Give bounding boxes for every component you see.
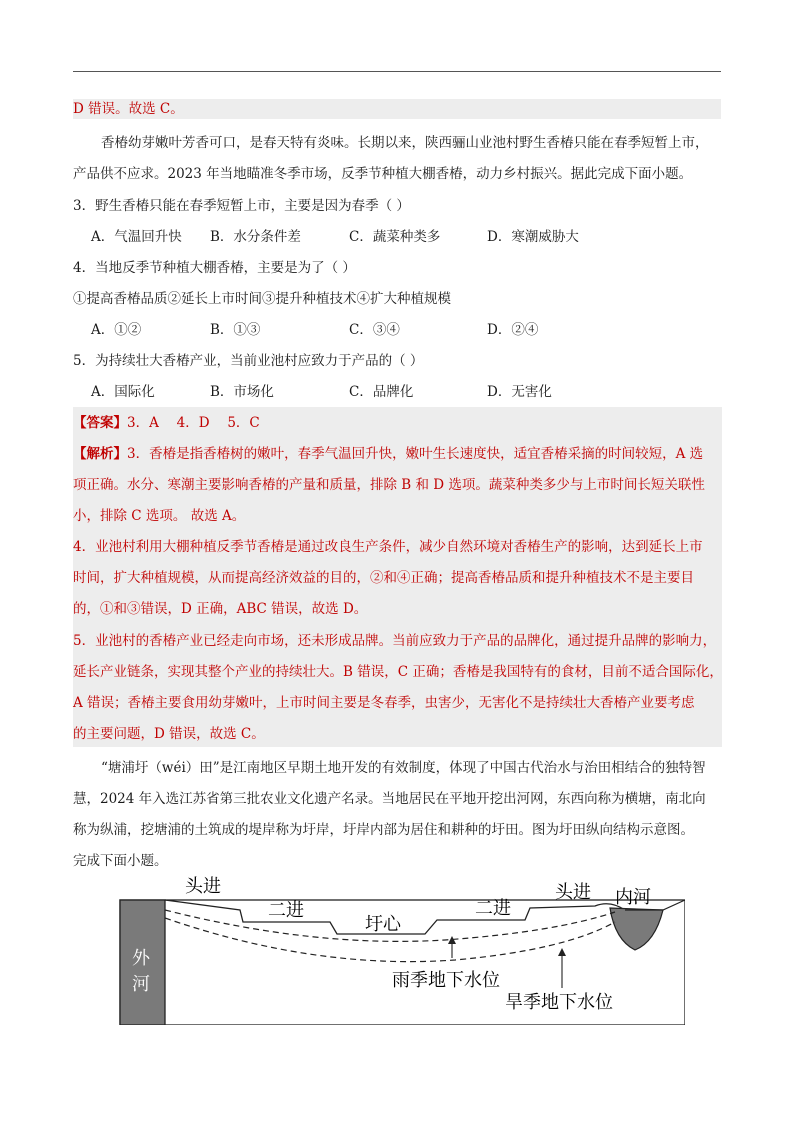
- label-head-right: 头进: [555, 882, 591, 902]
- analysis-line-1: 【解析】3．香椿是指香椿树的嫩叶，春季气温回升快，嫩叶生长速度快，适宜香椿采摘的时间较短，A 选: [73, 446, 704, 462]
- q3-option-d: D．寒潮威胁大: [487, 229, 579, 245]
- label-outer-river-1: 外: [132, 948, 150, 968]
- material2-line2: 慧，2024 年入选江苏省第三批农业文化遗产名录。当地居民在平地开挖出河网，东西向称为横塘，南北向: [73, 791, 706, 807]
- analysis-line-2: 项正确。水分、寒潮主要影响香椿的产量和质量，排除 B 和 D 选项。蔬菜种类多少与上市时间长短关联性: [73, 477, 705, 493]
- label-second-left: 二进: [268, 900, 304, 920]
- q4-option-c: C．③④: [349, 322, 400, 338]
- analysis-line-7: 5．业池村的香椿产业已经走向市场，还未形成品牌。当前应致力于产品的品牌化，通过提升品牌的影响力，: [73, 633, 717, 649]
- question-3-stem: 3．野生香椿只能在春季短暂上市，主要是因为春季（ ）: [73, 198, 410, 214]
- analysis-line-8: 延长产业链条，实现其整个产业的持续壮大。B 错误，C 正确；香椿是我国特有的食材，目前不适合国际化，: [73, 664, 723, 680]
- q5-option-b: B．市场化: [210, 384, 274, 400]
- analysis-label: 【解析】: [73, 446, 127, 462]
- weitian-structure-diagram: [115, 870, 685, 1025]
- analysis-line-6: 的，①和③错误，D 正确，ABC 错误，故选 D。: [73, 601, 368, 617]
- analysis-line-4: 4．业池村利用大棚种植反季节香椿是通过改良生产条件，减少自然环境对香椿生产的影响，达到延长上市: [73, 539, 703, 555]
- label-head-left: 头进: [185, 876, 221, 896]
- q5-option-a: A．国际化: [91, 384, 155, 400]
- answer-line: [73, 413, 721, 433]
- question-5-stem: 5．为持续壮大香椿产业，当前业池村应致力于产品的（ ）: [73, 353, 424, 369]
- q4-option-b: B．①③: [210, 322, 261, 338]
- analysis-line-9: A 错误；香椿主要食用幼芽嫩叶，上市时间主要是冬春季，虫害少，无害化不是持续壮大香椿产业要考虑: [73, 695, 695, 711]
- label-dry-water-table: 旱季地下水位: [505, 992, 613, 1012]
- material2-line1: “塘浦圩（wéi）田”是江南地区早期土地开发的有效制度，体现了中国古代治水与治田相结合的独特智: [101, 760, 706, 776]
- label-inner-river: 内河: [615, 887, 651, 907]
- inner-river-water: [610, 908, 663, 950]
- answer-text: 3．A 4．D 5．C: [127, 415, 260, 431]
- rain-arrow-head: [448, 936, 456, 944]
- label-outer-river-2: 河: [132, 974, 150, 994]
- q4-option-a: A．①②: [91, 322, 142, 338]
- material1-line2: 产品供不应求。2023 年当地瞄准冬季市场，反季节种植大棚香椿，动力乡村振兴。据此完成下面小题。: [73, 166, 693, 182]
- analysis-line-10: 的主要问题，D 错误，故选 C。: [73, 726, 265, 742]
- material2-line4: 完成下面小题。: [73, 853, 168, 869]
- answer-label: 【答案】: [73, 415, 127, 431]
- q4-option-d: D．②④: [487, 322, 539, 338]
- top-fragment: D 错误。故选 C。: [73, 99, 721, 119]
- label-rain-water-table: 雨季地下水位: [392, 970, 500, 990]
- q3-option-c: C．蔬菜种类多: [349, 229, 441, 245]
- analysis-line-3: 小，排除 C 选项。 故选 A。: [73, 508, 246, 524]
- question-4-sub: ①提高香椿品质②延长上市时间③提升种植技术④扩大种植规模: [73, 291, 451, 307]
- header-rule: [73, 71, 721, 72]
- q5-option-c: C．品牌化: [349, 384, 414, 400]
- label-second-right: 二进: [475, 898, 511, 918]
- q5-option-d: D．无害化: [487, 384, 552, 400]
- q3-option-a: A．气温回升快: [91, 229, 182, 245]
- dry-arrow-head: [558, 948, 566, 956]
- material1-line1: 香椿幼芽嫩叶芳香可口，是春天特有炎味。长期以来，陕西骊山业池村野生香椿只能在春季短暂上市，: [101, 135, 709, 151]
- material2-line3: 称为纵浦，挖塘浦的土筑成的堤岸称为圩岸，圩岸内部为居住和耕种的圩田。图为圩田纵向结构示意图。: [73, 822, 694, 838]
- label-center: 圩心: [365, 914, 401, 934]
- analysis-line-5: 时间，扩大种植规模，从而提高经济效益的目的，②和④正确；提高香椿品质和提升种植技术不是主要目: [73, 570, 694, 586]
- q3-option-b: B．水分条件差: [210, 229, 301, 245]
- question-4-stem: 4．当地反季节种植大棚香椿，主要是为了（ ）: [73, 260, 356, 276]
